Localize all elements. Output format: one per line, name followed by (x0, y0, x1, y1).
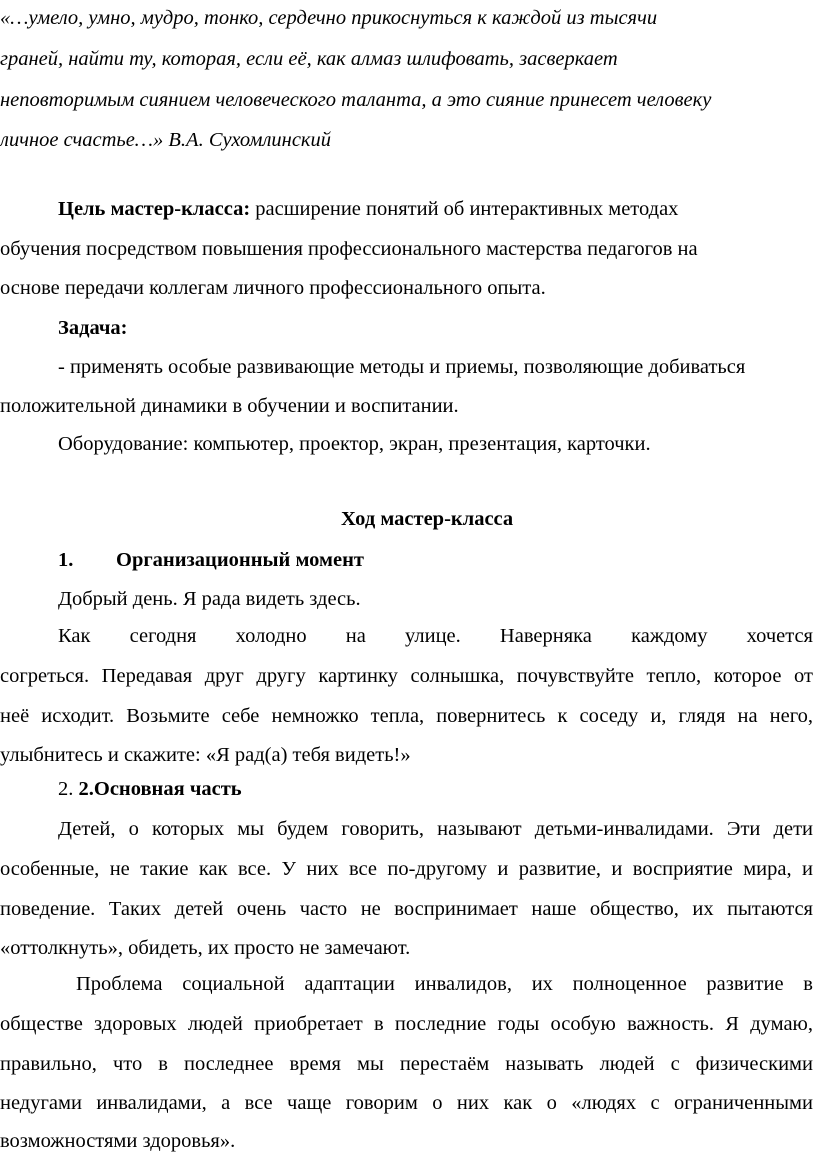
section-2-title: 2.Основная часть (78, 778, 242, 800)
section-2-para2-line-1: Проблема социальной адаптации инвалидов, их полноценное развитие в (76, 973, 813, 995)
task-label: Задача: (58, 317, 128, 339)
section-1-para-line-2: согреться. Передавая друг другу картинку солнышка, почувствуйте тепло, которое от (0, 665, 813, 687)
goal-line-3: основе передачи коллегам личного профессионального опыта. (0, 277, 546, 299)
section-1-para-line-3: неё исходит. Возьмите себе немножко тепла, повернитесь к соседу и, глядя на него, (0, 705, 813, 727)
section-2-para2-line-5: возможностями здоровья». (0, 1130, 236, 1152)
section-2-para1-line-3: поведение. Таких детей очень часто не воспринимает наше общество, их пытаются (0, 898, 813, 920)
goal-line-2: обучения посредством повышения профессионального мастерства педагогов на (0, 238, 698, 260)
course-heading: Ход мастер-класса (341, 508, 514, 530)
section-2-number: 2. (58, 778, 74, 800)
section-1-para-line-4: улыбнитесь и скажите: «Я рад(а) тебя видеть!» (0, 744, 411, 766)
task-line-1: - применять особые развивающие методы и приемы, позволяющие добиваться (58, 356, 746, 378)
section-1-para-line-1: Как сегодня холодно на улице. Наверняка каждому хочется (58, 625, 813, 647)
goal-line-1 (58, 195, 816, 223)
section-2-para2-line-2: обществе здоровых людей приобретает в последние годы особую важность. Я думаю, (0, 1013, 813, 1035)
section-1-number: 1. (58, 549, 74, 571)
section-2-para1-line-4: «оттолкнуть», обидеть, их просто не замечают. (0, 937, 411, 959)
epigraph-line-4: личное счастье…» В.А. Сухомлинский (0, 129, 332, 151)
section-2-para2-line-4: недугами инвалидами, а все чаще говорим о них как о «людях с ограниченными (0, 1092, 813, 1114)
section-2-para1-line-1: Детей, о которых мы будем говорить, называют детьми-инвалидами. Эти дети (58, 818, 813, 840)
section-2-heading (58, 775, 816, 803)
epigraph-line-1: «…умело, умно, мудро, тонко, сердечно прикоснуться к каждой из тысячи (0, 7, 658, 29)
task-line-2: положительной динамики в обучении и воспитании. (0, 395, 459, 417)
equipment-line: Оборудование: компьютер, проектор, экран, презентация, карточки. (58, 433, 651, 455)
goal-label: Цель мастер-класса: (58, 198, 251, 220)
greeting-line: Добрый день. Я рада видеть здесь. (58, 588, 361, 610)
epigraph-line-2: граней, найти ту, которая, если её, как алмаз шлифовать, засверкает (0, 48, 618, 70)
goal-text-1: расширение понятий об интерактивных методах (250, 198, 679, 220)
section-1-title: Организационный момент (116, 549, 364, 571)
epigraph-line-3: неповторимым сиянием человеческого таланта, а это сияние принесет человеку (0, 89, 712, 111)
section-2-para1-line-2: особенные, не такие как все. У них все по-другому и развитие, и восприятие мира, и (0, 858, 813, 880)
section-2-para2-line-3: правильно, что в последнее время мы перестаём называть людей с физическими (0, 1053, 813, 1075)
